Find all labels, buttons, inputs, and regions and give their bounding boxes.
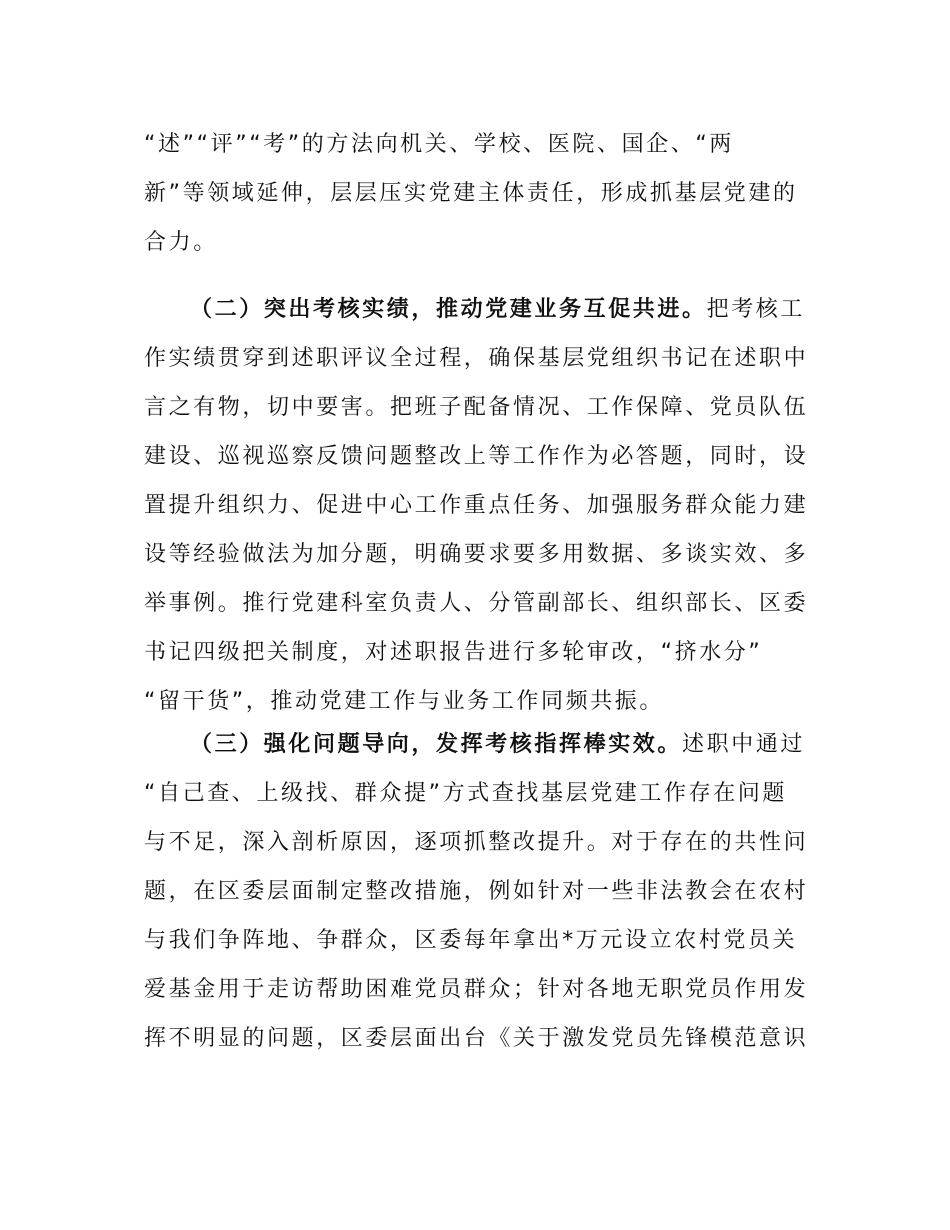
text-line: “留干货”，推动党建工作与业务工作同频共振。 bbox=[144, 689, 664, 714]
paragraph-3 bbox=[144, 720, 810, 1063]
heading-trailing-text: 述职中通过 bbox=[682, 732, 806, 757]
paragraph-first-line bbox=[144, 285, 810, 334]
text-line: “自己查、上级找、群众提”方式查找基层党建工作存在问题 bbox=[144, 781, 787, 806]
text-line: 合力。 bbox=[144, 230, 218, 255]
text-line: “述”“评”“考”的方法向机关、学校、医院、国企、“两 bbox=[144, 132, 734, 157]
text-line: 言之有物，切中要害。把班子配备情况、工作保障、党员队伍 bbox=[144, 395, 809, 420]
section-heading: （三）强化问题导向，发挥考核指挥棒实效。 bbox=[190, 732, 683, 757]
text-line: 挥不明显的问题，区委层面出台《关于激发党员先锋模范意识 bbox=[144, 1026, 809, 1051]
text-line: 与我们争阵地、争群众，区委每年拿出*万元设立农村党员关 bbox=[144, 928, 798, 953]
text-line: 与不足，深入剖析原因，逐项抓整改提升。对于存在的共性问 bbox=[144, 830, 809, 855]
text-line: 作实绩贯穿到述职评议全过程，确保基层党组织书记在述职中 bbox=[144, 346, 809, 371]
text-line: 题，在区委层面制定整改措施，例如针对一些非法教会在农村 bbox=[144, 879, 809, 904]
text-line: 置提升组织力、促进中心工作重点任务、加强服务群众能力建 bbox=[144, 493, 809, 518]
text-line: 书记四级把关制度，对述职报告进行多轮审改，“挤水分” bbox=[144, 640, 763, 665]
text-line: 爱基金用于走访帮助困难党员群众；针对各地无职党员作用发 bbox=[144, 977, 809, 1002]
text-line: 设等经验做法为加分题，明确要求要多用数据、多谈实效、多 bbox=[144, 542, 809, 567]
text-line: 建设、巡视巡察反馈问题整改上等工作作为必答题，同时，设 bbox=[144, 444, 809, 469]
text-line: 举事例。推行党建科室负责人、分管副部长、组织部长、区委 bbox=[144, 591, 809, 616]
section-heading: （二）突出考核实绩，推动党建业务互促共进。 bbox=[190, 297, 707, 322]
heading-trailing-text: 把考核工 bbox=[706, 297, 806, 322]
paragraph-2 bbox=[144, 285, 810, 726]
text-line: 新”等领域延伸，层层压实党建主体责任，形成抓基层党建的 bbox=[144, 181, 798, 206]
paragraph-first-line bbox=[144, 720, 810, 769]
paragraph-1 bbox=[144, 120, 810, 267]
